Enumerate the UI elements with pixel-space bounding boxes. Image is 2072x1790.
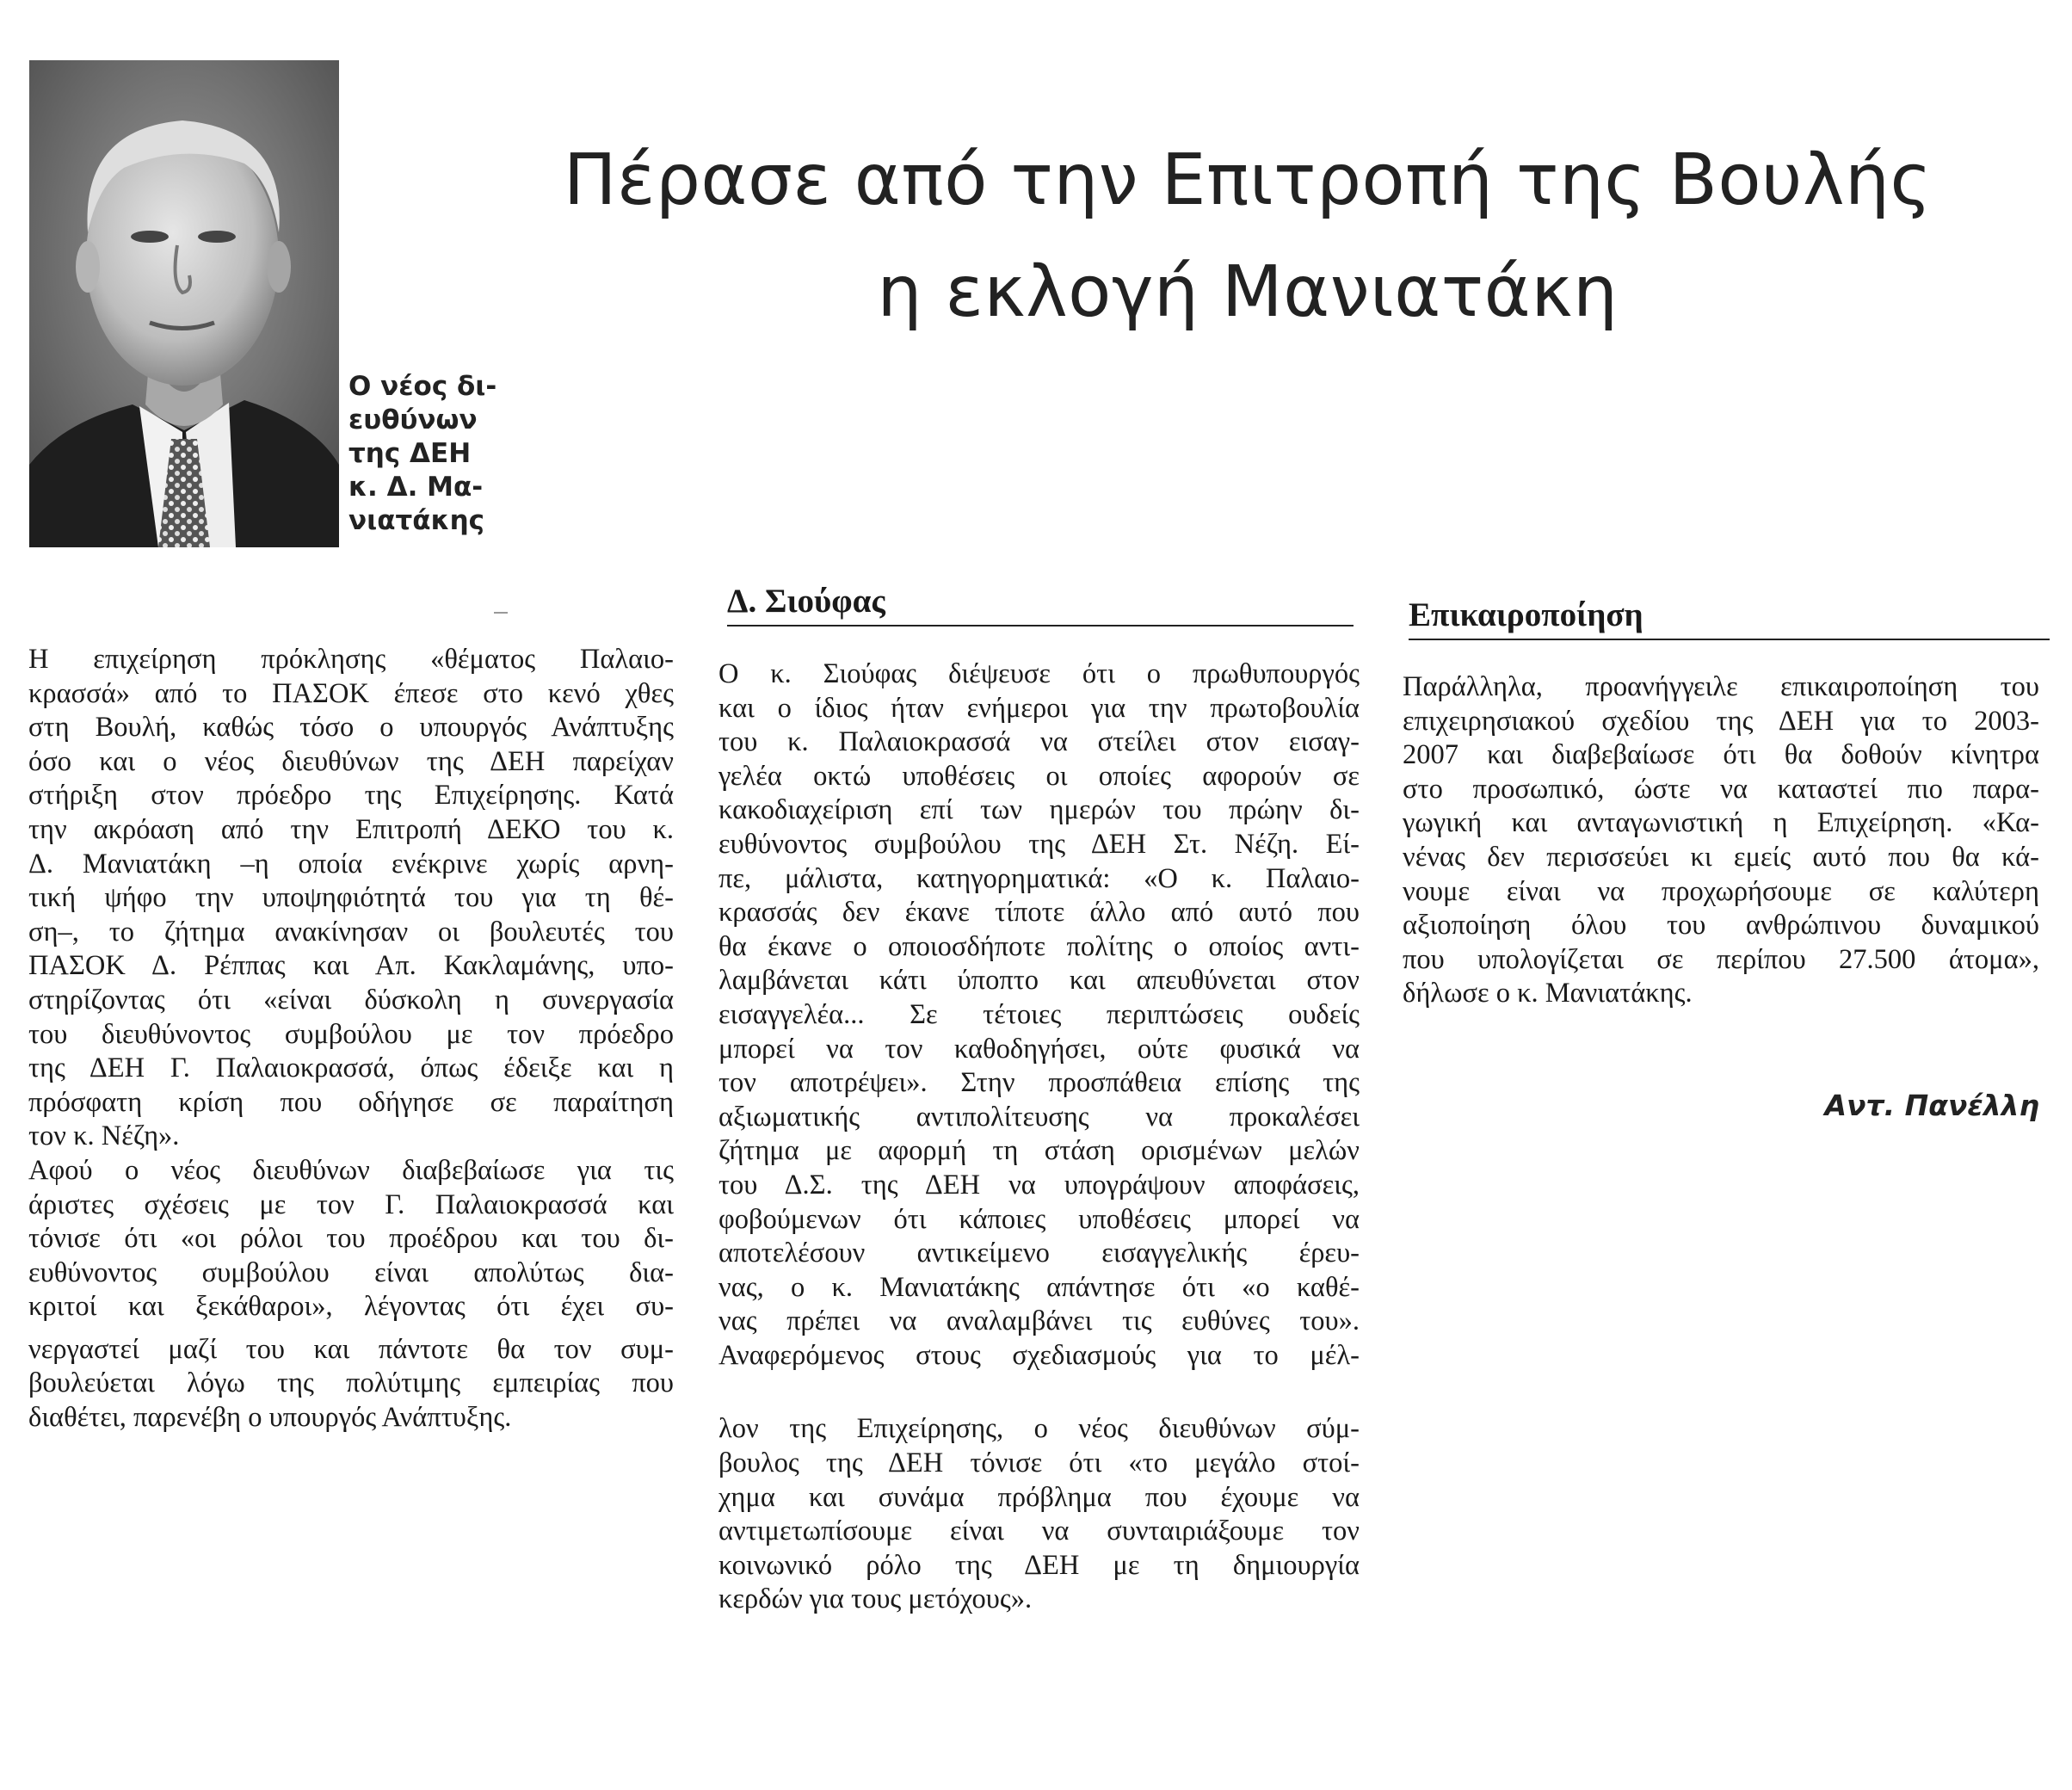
text-line: νουμε είναι να προχωρήσουμε σε καλύτερη — [1403, 875, 2039, 907]
text-line: νας, ο κ. Μανιατάκης απάντησε ότι «ο καθέ- — [718, 1271, 1360, 1303]
text-line: που υπολογίζεται σε περίπου 27.500 άτομα», — [1403, 943, 2039, 975]
text-line: ευθύνοντος συμβούλου της ΔΕΗ Στ. Νέζη. Εί- — [718, 828, 1360, 860]
text-line: νεργαστεί μαζί του και πάντοτε θα τον συμ- — [28, 1333, 674, 1365]
text-line: ση–, το ζήτημα ανακίνησαν οι βουλευτές του — [28, 916, 674, 947]
column-1 — [28, 643, 674, 1435]
text-line: στήριξη στον πρόεδρο της Επιχείρησης. Κατά — [28, 780, 674, 812]
text-line: λαμβάνεται κάτι ύποπτο και απευθύνεται στον — [718, 965, 1360, 997]
caption-line: ευθύνων — [348, 404, 478, 435]
text-line: αποτελέσουν αντικείμενο εισαγγελικής έρευ- — [718, 1238, 1360, 1269]
headline — [456, 125, 2039, 349]
text-line: λον της Επιχείρησης, ο νέος διευθύνων σύμ- — [718, 1413, 1360, 1445]
text-line: τική ψήφο την υποψηφιότητά του για τη θέ- — [28, 882, 674, 914]
text-line: στη Βουλή, καθώς τόσο ο υπουργός Ανάπτυξης — [28, 712, 674, 744]
text-line: Αφού ο νέος διευθύνων διαβεβαίωσε για τις — [28, 1154, 674, 1186]
text-line: του Δ.Σ. της ΔΕΗ να υπογράψουν αποφάσεις, — [718, 1169, 1360, 1201]
text-line: κοινωνικό ρόλο της ΔΕΗ με τη δημιουργία — [718, 1549, 1360, 1581]
text-line: κρασσά» από το ΠΑΣΟΚ έπεσε στο κενό χθες — [28, 677, 674, 709]
text-line: βουλος της ΔΕΗ τόνισε ότι «το μεγάλο στοί- — [718, 1447, 1360, 1479]
text-line: του διευθύνοντος συμβούλου με τον πρόεδρο — [28, 1018, 674, 1050]
text-line: την ακρόαση από την Επιτροπή ΔΕΚΟ του κ. — [28, 813, 674, 845]
text-line: ΠΑΣΟΚ Δ. Ρέππας και Απ. Κακλαμάνης, υπο- — [28, 950, 674, 982]
byline: Αντ. Πανέλλη — [1824, 1089, 2039, 1122]
photo-caption — [348, 370, 521, 546]
text-line: νας πρέπει να αναλαμβάνει τις ευθύνες του». — [718, 1305, 1360, 1337]
subhead-siouphas: Δ. Σιούφας — [727, 582, 1354, 626]
subhead-update: Επικαιροποίηση — [1409, 596, 2050, 640]
text-line: Αναφερόμενος στους σχεδιασμούς για το μέλ- — [718, 1339, 1360, 1371]
text-line: γελέα οκτώ υποθέσεις οι οποίες αφορούν σε — [718, 760, 1360, 792]
text-line: θα έκανε ο οποιοσδήποτε πολίτης ο οποίος αντι- — [718, 930, 1360, 962]
text-line: Η επιχείρηση πρόκλησης «θέματος Παλαιο- — [28, 644, 674, 675]
text-line: και ο ίδιος ήταν ενήμεροι για την πρωτοβουλία — [718, 692, 1360, 724]
text-line: αντιμετωπίσουμε είναι να συνταιριάξουμε τον — [718, 1515, 1360, 1547]
text-line: μπορεί να τον καθοδηγήσει, ούτε φυσικά να — [718, 1033, 1360, 1065]
text-line: τον αποτρέψει». Στην προσπάθεια επίσης της — [718, 1067, 1360, 1099]
column-3 — [1403, 670, 2039, 1011]
caption-line: κ. Δ. Μα- — [348, 472, 484, 503]
text-line: γωγική και ανταγωνιστική η Επιχείρηση. «Κα- — [1403, 807, 2039, 839]
text-line: επιχειρησιακού σχεδίου της ΔΕΗ για το 2003- — [1403, 705, 2039, 737]
text-line: χημα και συνάμα πρόβλημα που έχουμε να — [718, 1481, 1360, 1513]
text-line: αξιωματικής αντιπολίτευσης να προκαλέσει — [718, 1101, 1360, 1133]
text-line: άριστες σχέσεις με τον Γ. Παλαιοκρασσά και — [28, 1188, 674, 1220]
text-line: βουλεύεται λόγω της πολύτιμης εμπειρίας που — [28, 1367, 674, 1399]
text-line: Ο κ. Σιούφας διέψευσε ότι ο πρωθυπουργός — [718, 658, 1360, 689]
text-line: δήλωσε ο κ. Μανιατάκης. — [1403, 978, 1693, 1009]
text-line: πρόσφατη κρίση που οδήγησε σε παραίτηση — [28, 1086, 674, 1118]
text-line: Δ. Μανιατάκη –η οποία ενέκρινε χωρίς αρνη- — [28, 848, 674, 880]
text-line: τον κ. Νέζη». — [28, 1120, 180, 1152]
portrait-illustration — [29, 60, 339, 547]
caption-line: νιατάκης — [348, 505, 485, 536]
caption-line: Ο νέος δι- — [348, 371, 497, 402]
text-line: εισαγγελέα... Σε τέτοιες περιπτώσεις ουδείς — [718, 998, 1360, 1030]
text-line: στο προσωπικό, ώστε να καταστεί πιο παρα- — [1403, 773, 2039, 805]
text-line: του κ. Παλαιοκρασσά να στείλει στον εισαγ- — [718, 726, 1360, 758]
column-2 — [718, 657, 1360, 1617]
headline-line-2: η εκλογή Μανιατάκη — [877, 251, 1619, 333]
headline-line-1: Πέρασε από την Επιτροπή της Βουλής — [563, 139, 1933, 221]
text-line: όσο και ο νέος διευθύνων της ΔΕΗ παρείχαν — [28, 745, 674, 777]
caption-line: της ΔΕΗ — [348, 438, 472, 469]
divider-mark — [494, 612, 508, 614]
text-line: κακοδιαχείριση επί των ημερών του πρώην δι- — [718, 794, 1360, 826]
text-line: πε, μάλιστα, κατηγορηματικά: «Ο κ. Παλαιο- — [718, 862, 1360, 894]
text-line: τόνισε ότι «οι ρόλοι του προέδρου και του δι- — [28, 1223, 674, 1255]
text-line: 2007 και διαβεβαίωσε ότι θα δοθούν κίνητρα — [1403, 739, 2039, 771]
text-line: ευθύνοντος συμβούλου είναι απολύτως δια- — [28, 1256, 674, 1288]
text-line: διαθέτει, παρενέβη ο υπουργός Ανάπτυξης. — [28, 1402, 512, 1434]
text-line: Παράλληλα, προανήγγειλε επικαιροποίηση του — [1403, 671, 2039, 702]
text-line: ζήτημα με αφορμή τη στάση ορισμένων μελών — [718, 1135, 1360, 1167]
text-line: στηρίζοντας ότι «είναι δύσκολη η συνεργασία — [28, 984, 674, 1015]
text-line: νένας δεν περισσεύει κι εμείς αυτό που θα κά- — [1403, 841, 2039, 873]
text-line: κρασσάς δεν έκανε τίποτε άλλο από αυτό που — [718, 897, 1360, 929]
text-line: κερδών για τους μετόχους». — [718, 1583, 1033, 1615]
text-line: κριτοί και ξεκάθαροι», λέγοντας ότι έχει συ- — [28, 1291, 674, 1323]
text-line: της ΔΕΗ Γ. Παλαιοκρασσά, όπως έδειξε και η — [28, 1052, 674, 1084]
portrait-photo — [29, 60, 339, 547]
text-line: φοβούμενων ότι κάποιες υποθέσεις μπορεί να — [718, 1203, 1360, 1235]
text-line: αξιοποίηση όλου του ανθρώπινου δυναμικού — [1403, 910, 2039, 941]
